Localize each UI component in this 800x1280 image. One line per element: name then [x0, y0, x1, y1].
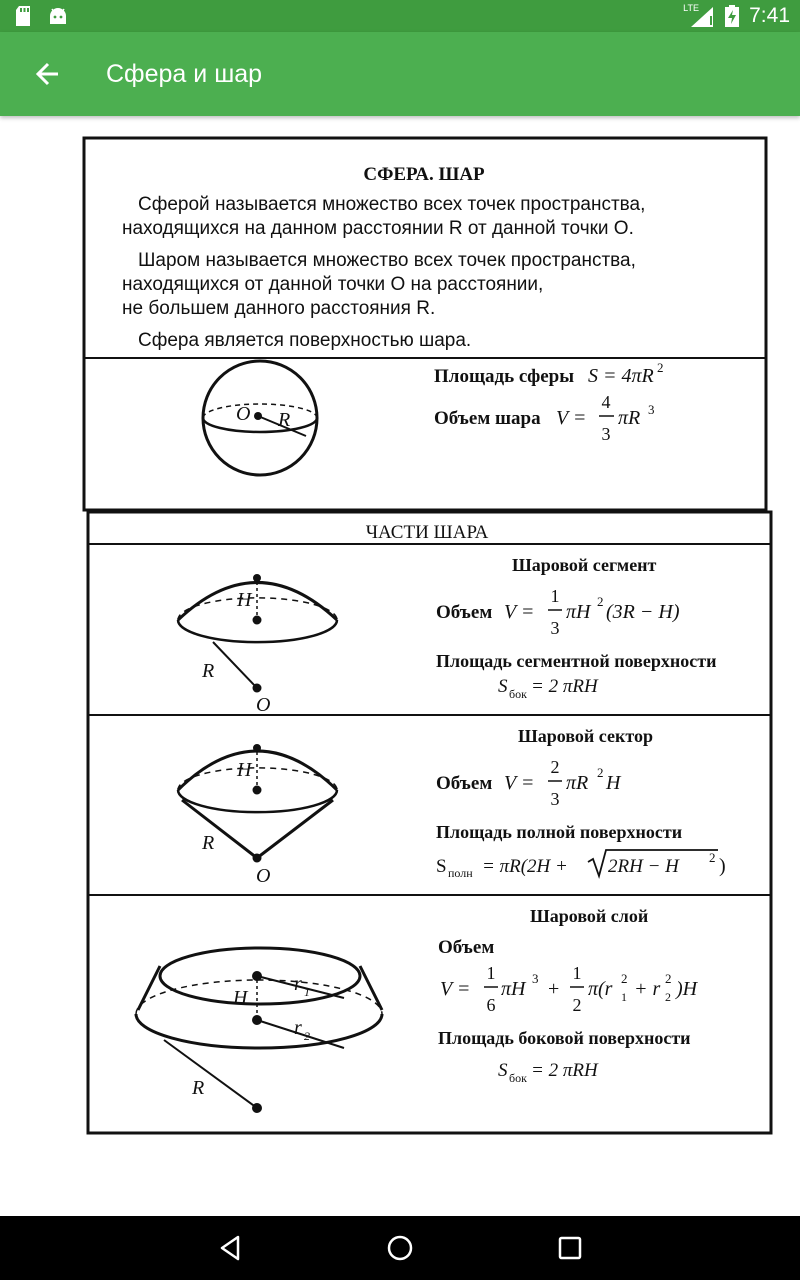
exponent: 2 [665, 971, 672, 986]
home-nav-icon[interactable] [385, 1233, 415, 1263]
plus-sign: + [548, 978, 560, 1000]
fraction-numerator: 1 [550, 586, 560, 606]
network-type-label: LTE [683, 3, 699, 13]
surface-symbol: S [436, 856, 447, 877]
exponent: 2 [597, 765, 604, 780]
surface-formula: = πR(2H + [482, 856, 568, 877]
surface-symbol: S [498, 676, 508, 697]
back-nav-icon[interactable] [216, 1233, 246, 1263]
surface-symbol: S [498, 1060, 508, 1081]
sector-diagram [178, 744, 337, 887]
surface-label: Площадь боковой поверхности [438, 1028, 691, 1048]
definition-line: Сферой называется множество всех точек пространства, [138, 194, 646, 215]
exponent: 2 [621, 971, 628, 986]
radius-label: R [192, 1077, 205, 1099]
android-icon [48, 6, 68, 26]
surface-close-paren: ) [719, 855, 726, 877]
segment-diagram [178, 574, 337, 716]
volume-tail: H [606, 772, 621, 794]
volume-term: πH [501, 978, 526, 1000]
fraction-numerator: 4 [601, 392, 611, 412]
fraction-denominator: 3 [550, 618, 560, 638]
height-label: H [237, 759, 252, 781]
fraction-denominator: 3 [601, 424, 611, 444]
subscript: 2 [304, 1029, 310, 1043]
parts-heading: ЧАСТИ ШАРА [365, 522, 489, 543]
back-arrow-icon[interactable] [30, 56, 66, 92]
sphere-diagram [203, 361, 317, 475]
section-heading: СФЕРА. ШАР [363, 164, 485, 185]
volume-tail: πH [566, 601, 591, 623]
exponent: 3 [648, 402, 655, 417]
definition-line: Шаром называется множество всех точек пространства, [138, 250, 636, 271]
volume-term: π(r [588, 978, 613, 1000]
exponent: 2 [657, 360, 664, 375]
center-label: O [256, 694, 271, 716]
exponent: 2 [709, 850, 716, 865]
volume-lhs: V = [440, 978, 471, 1000]
definition-line: находящихся от данной точки O на расстоянии, [122, 274, 544, 295]
fraction-numerator: 2 [550, 757, 560, 777]
signal-icon [691, 7, 713, 27]
definition-line: находящихся на данном расстоянии R от данной точки O. [122, 218, 634, 239]
volume-tail: (3R − H) [606, 601, 680, 623]
volume-lhs: V = [504, 601, 535, 623]
volume-tail: πR [566, 772, 589, 794]
surface-radicand: 2RH − H [608, 856, 679, 877]
surface-label: Площадь сегментной поверхности [436, 651, 717, 671]
surface-formula: = 2 πRH [531, 676, 598, 697]
center-label: O [256, 865, 271, 887]
volume-term: + r [634, 978, 661, 1000]
definition-line: Сфера является поверхностью шара. [138, 330, 472, 351]
exponent: 3 [532, 971, 539, 986]
height-label: H [233, 987, 248, 1009]
sphere-volume-lhs: V = [556, 407, 587, 429]
sphere-area-label: Площадь сферы [434, 366, 575, 387]
status-time: 7:41 [749, 4, 790, 27]
segment-title: Шаровой сегмент [512, 555, 657, 575]
subscript: 2 [665, 990, 671, 1004]
radius-label: R [278, 409, 291, 431]
sphere-area-formula: S = 4πR [588, 365, 654, 387]
volume-label: Объем [438, 937, 495, 958]
fraction-numerator: 1 [572, 963, 582, 983]
height-label: H [237, 589, 252, 611]
layer-diagram [136, 948, 382, 1113]
surface-formula: = 2 πRH [531, 1060, 598, 1081]
sector-title: Шаровой сектор [518, 726, 653, 746]
fraction-numerator: 1 [486, 963, 496, 983]
radius-label: R [202, 832, 215, 854]
volume-label: Объем [436, 602, 493, 623]
radius-r2-label: r [294, 1017, 302, 1039]
sd-card-icon [14, 6, 32, 26]
battery-charging-icon [725, 5, 739, 27]
layer-title: Шаровой слой [530, 906, 649, 926]
status-bar [0, 0, 800, 32]
volume-label: Объем [436, 773, 493, 794]
document-page [0, 116, 800, 1216]
sphere-volume-label: Объем шара [434, 408, 541, 429]
page-title: Сфера и шар [106, 60, 263, 88]
surface-label: Площадь полной поверхности [436, 822, 683, 842]
volume-lhs: V = [504, 772, 535, 794]
volume-term: )H [676, 978, 698, 1000]
sphere-volume-tail: πR [618, 407, 641, 429]
surface-subscript: полн [448, 866, 473, 880]
subscript: 1 [621, 990, 627, 1004]
surface-subscript: бок [509, 1071, 527, 1085]
radius-r1-label: r [294, 973, 302, 995]
app-bar [0, 32, 800, 116]
recents-nav-icon[interactable] [555, 1233, 585, 1263]
definition-line: не большем данного расстояния R. [122, 298, 436, 319]
navigation-bar [0, 1216, 800, 1280]
exponent: 2 [597, 594, 604, 609]
center-label: O [236, 403, 251, 425]
radius-label: R [202, 660, 215, 682]
fraction-denominator: 2 [572, 995, 582, 1015]
fraction-denominator: 3 [550, 789, 560, 809]
surface-subscript: бок [509, 687, 527, 701]
subscript: 1 [304, 985, 310, 999]
fraction-denominator: 6 [486, 995, 496, 1015]
